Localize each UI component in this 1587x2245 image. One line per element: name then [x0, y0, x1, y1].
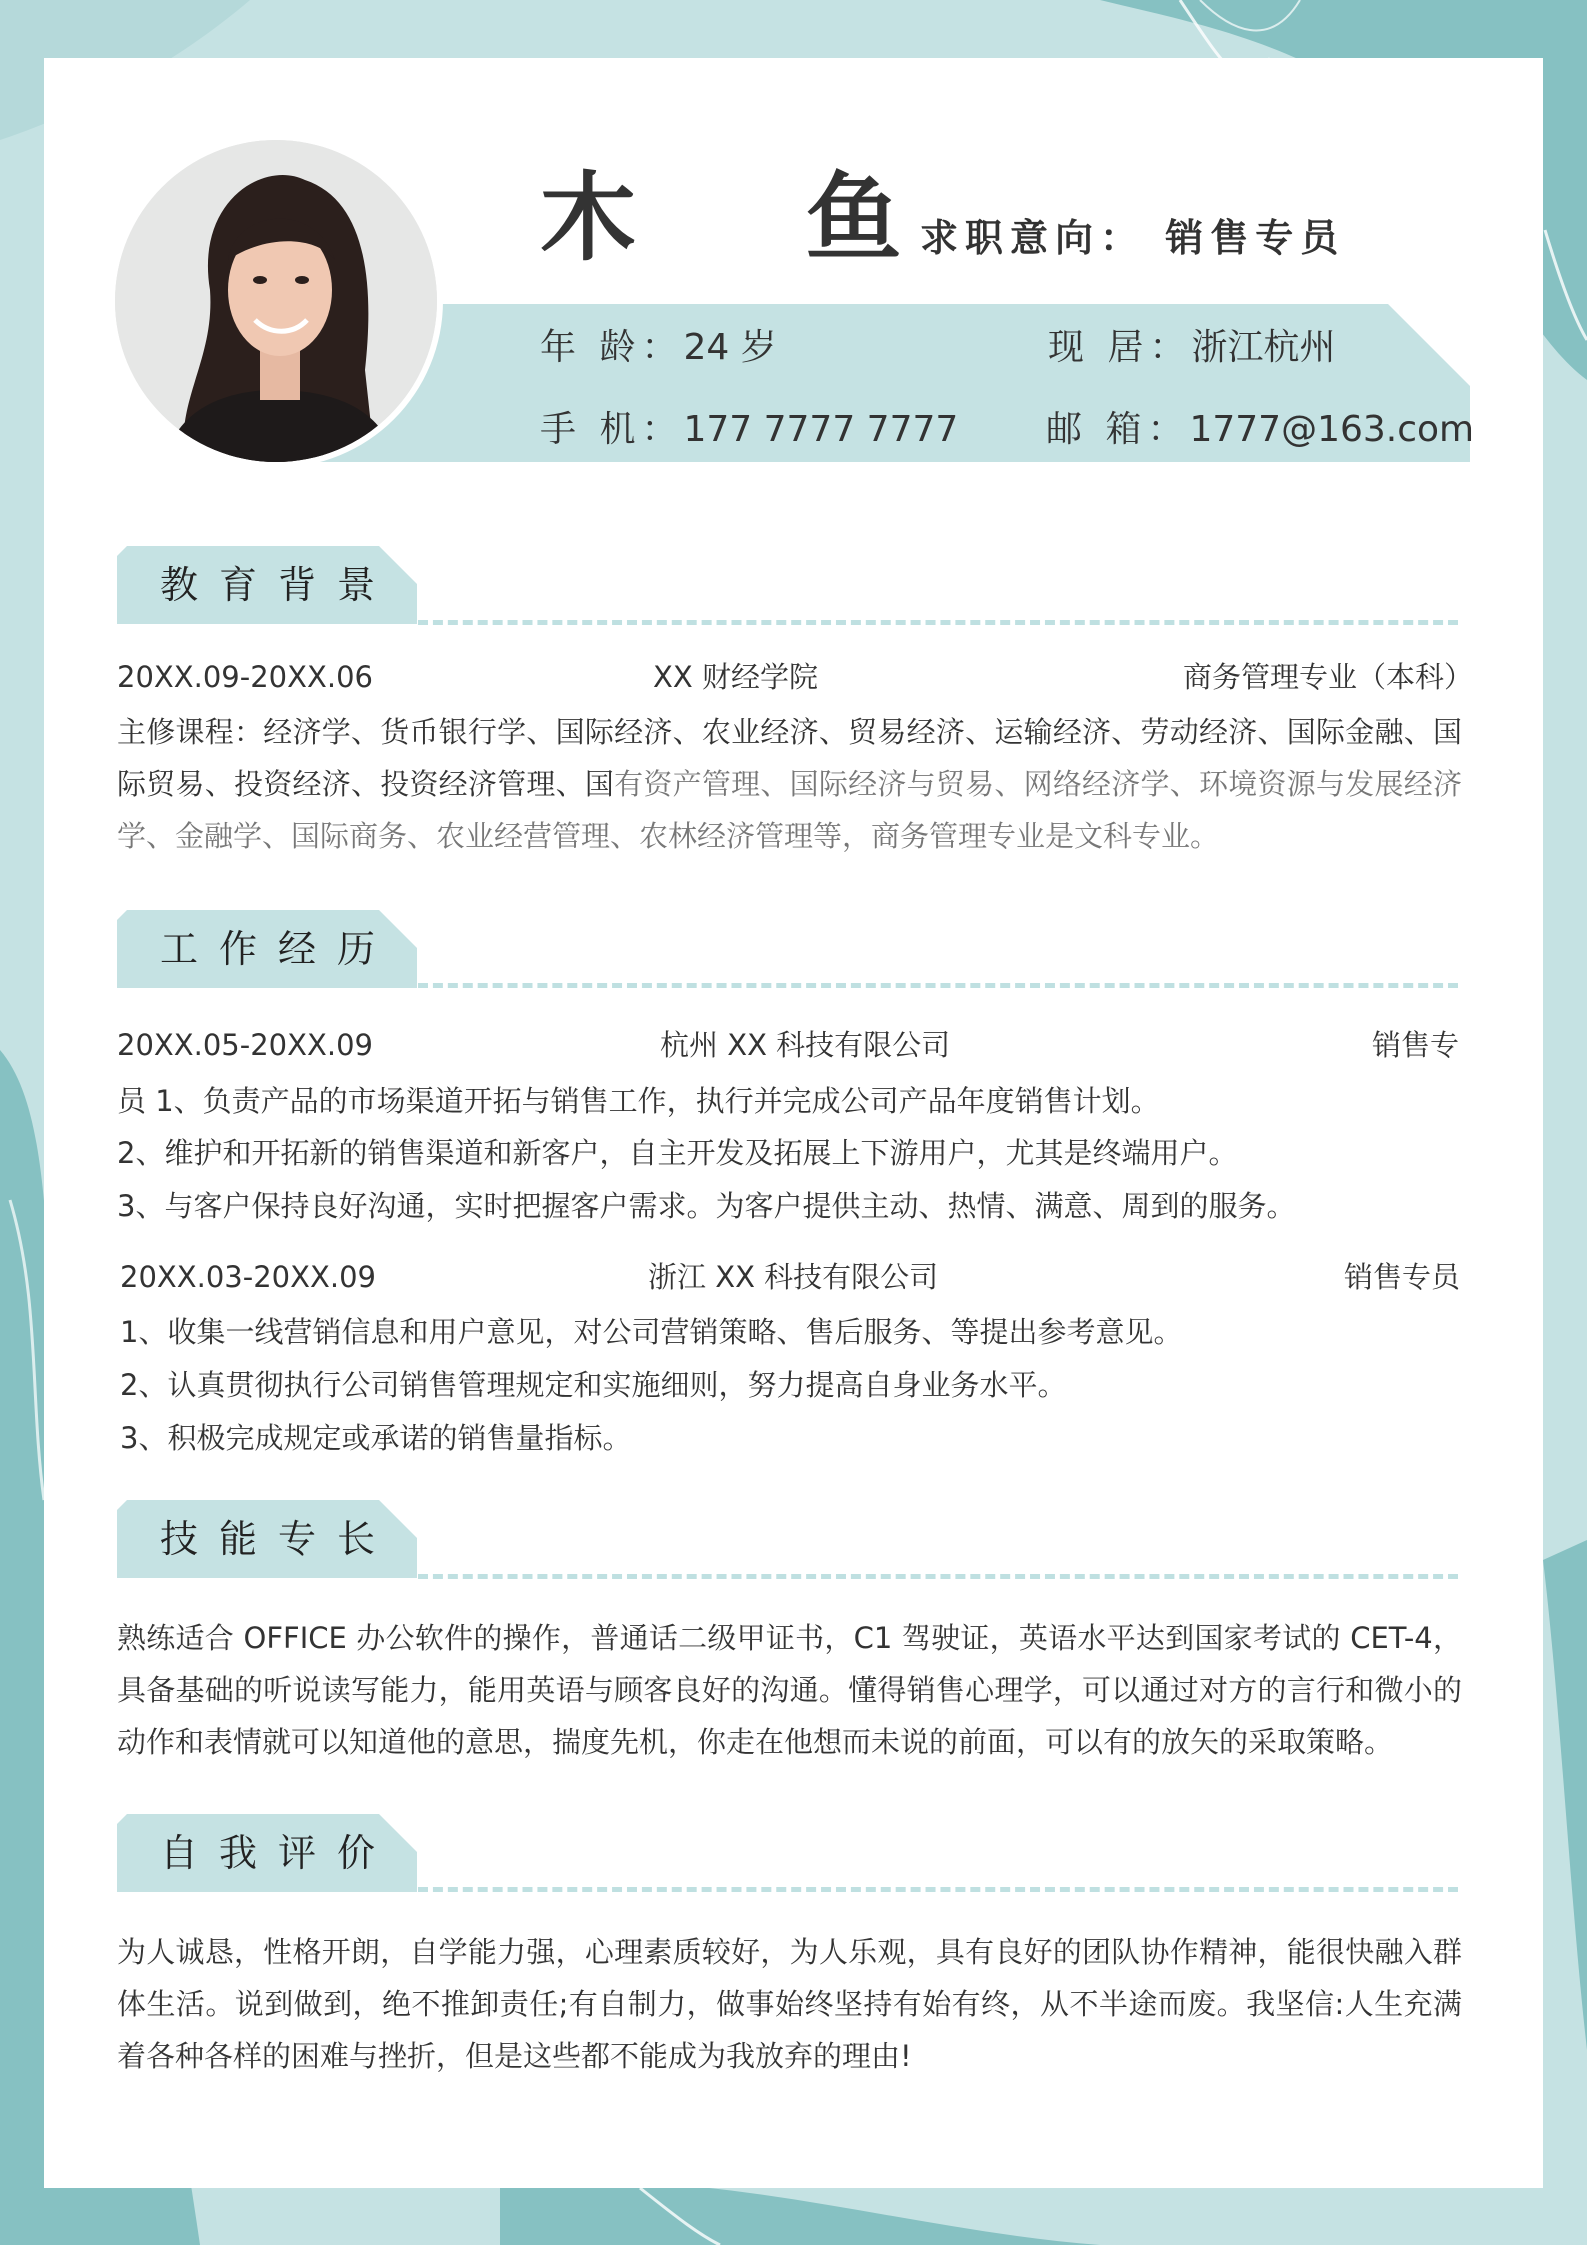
residence-field: [1048, 326, 1335, 369]
job-1-role: 销售专: [1372, 1028, 1460, 1062]
job-intent: [920, 216, 1345, 262]
candidate-name: 木 鱼: [540, 162, 970, 274]
work-divider: [418, 983, 1458, 988]
job-2-company: 浙江 XX 科技有限公司: [648, 1260, 939, 1294]
age-label: 年 龄：: [540, 327, 684, 368]
job-intent-label: 求职意向：: [920, 216, 1146, 260]
profile-photo: [115, 140, 437, 462]
skills-title: 技能专长: [160, 1517, 397, 1561]
education-school: XX 财经学院: [653, 660, 818, 694]
job-2-duty: 3、积极完成规定或承诺的销售量指标。: [120, 1421, 632, 1455]
skills-text: 熟练适合 OFFICE 办公软件的操作，普通话二级甲证书，C1 驾驶证，英语水平达到国家考试的 CET-4，具备基础的听说读写能力，能用英语与顾客良好的沟通。懂得销售心理学，可以通过对方的言行和微小的动作和表情就可以知道他的意思，揣度先机，你走在他想而未说的前面，可以有的放矢的采取策略。: [117, 1621, 1462, 1759]
education-period: 20XX.09-20XX.06: [117, 660, 373, 694]
skills-divider: [418, 1574, 1458, 1579]
residence-value: 浙江杭州: [1191, 327, 1336, 368]
job-intent-value: 销售专员: [1165, 216, 1346, 260]
email-field: [1046, 408, 1474, 451]
job-2-period: 20XX.03-20XX.09: [120, 1260, 376, 1294]
job-2-role: 销售专员: [1344, 1260, 1461, 1294]
job-1-duty: 3、与客户保持良好沟通，实时把握客户需求。为客户提供主动、热情、满意、周到的服务。: [117, 1189, 1296, 1223]
job-1-duty: 员 1、负责产品的市场渠道开拓与销售工作，执行并完成公司产品年度销售计划。: [117, 1084, 1160, 1118]
education-courses: [117, 706, 1462, 862]
phone-value: 177 7777 7777: [683, 409, 959, 450]
age-field: [540, 326, 777, 369]
job-2-duty: 1、收集一线营销信息和用户意见，对公司营销策略、售后服务、等提出参考意见。: [120, 1315, 1183, 1349]
work-title: 工作经历: [160, 927, 397, 971]
job-1-period: 20XX.05-20XX.09: [117, 1028, 373, 1062]
job-1-duty: 2、维护和开拓新的销售渠道和新客户，自主开发及拓展上下游用户，尤其是终端用户。: [117, 1136, 1238, 1170]
email-label: 邮 箱：: [1046, 409, 1190, 450]
email-value: 1777@163.com: [1189, 409, 1475, 450]
self-eval-text: 为人诚恳，性格开朗，自学能力强，心理素质较好，为人乐观，具有良好的团队协作精神，能很快融入群体生活。说到做到，绝不推卸责任;有自制力，做事始终坚持有始有终，从不半途而废。我坚信:人生充满着各种各样的困难与挫折，但是这些都不能成为我放弃的理由!: [117, 1935, 1462, 2073]
age-value: 24 岁: [683, 327, 777, 368]
education-divider: [418, 620, 1458, 625]
phone-field: [540, 408, 958, 451]
job-1-company: 杭州 XX 科技有限公司: [660, 1028, 951, 1062]
education-courses-part-2: 有资产管理、国际经济与贸易、网络经济学、环境资源与发展经济学、金融学、国际商务、农业经营管理、农林经济管理等，商务管理专业是文科专业。: [117, 767, 1462, 853]
education-major: 商务管理专业（本科）: [1183, 660, 1474, 694]
self-eval-title: 自我评价: [160, 1831, 397, 1875]
self-eval-divider: [418, 1887, 1458, 1892]
phone-label: 手 机：: [540, 409, 684, 450]
job-2-duty: 2、认真贯彻执行公司销售管理规定和实施细则，努力提高自身业务水平。: [120, 1368, 1067, 1402]
education-title: 教育背景: [160, 563, 397, 607]
residence-label: 现 居：: [1048, 327, 1192, 368]
education-courses-part-1: 主修课程：经济学、货币银行学、国际经济、农业经济、贸易经济、运输经济、劳动经济、国际金融、国际贸易、投资经济、投资经济管理、国: [117, 715, 1462, 801]
